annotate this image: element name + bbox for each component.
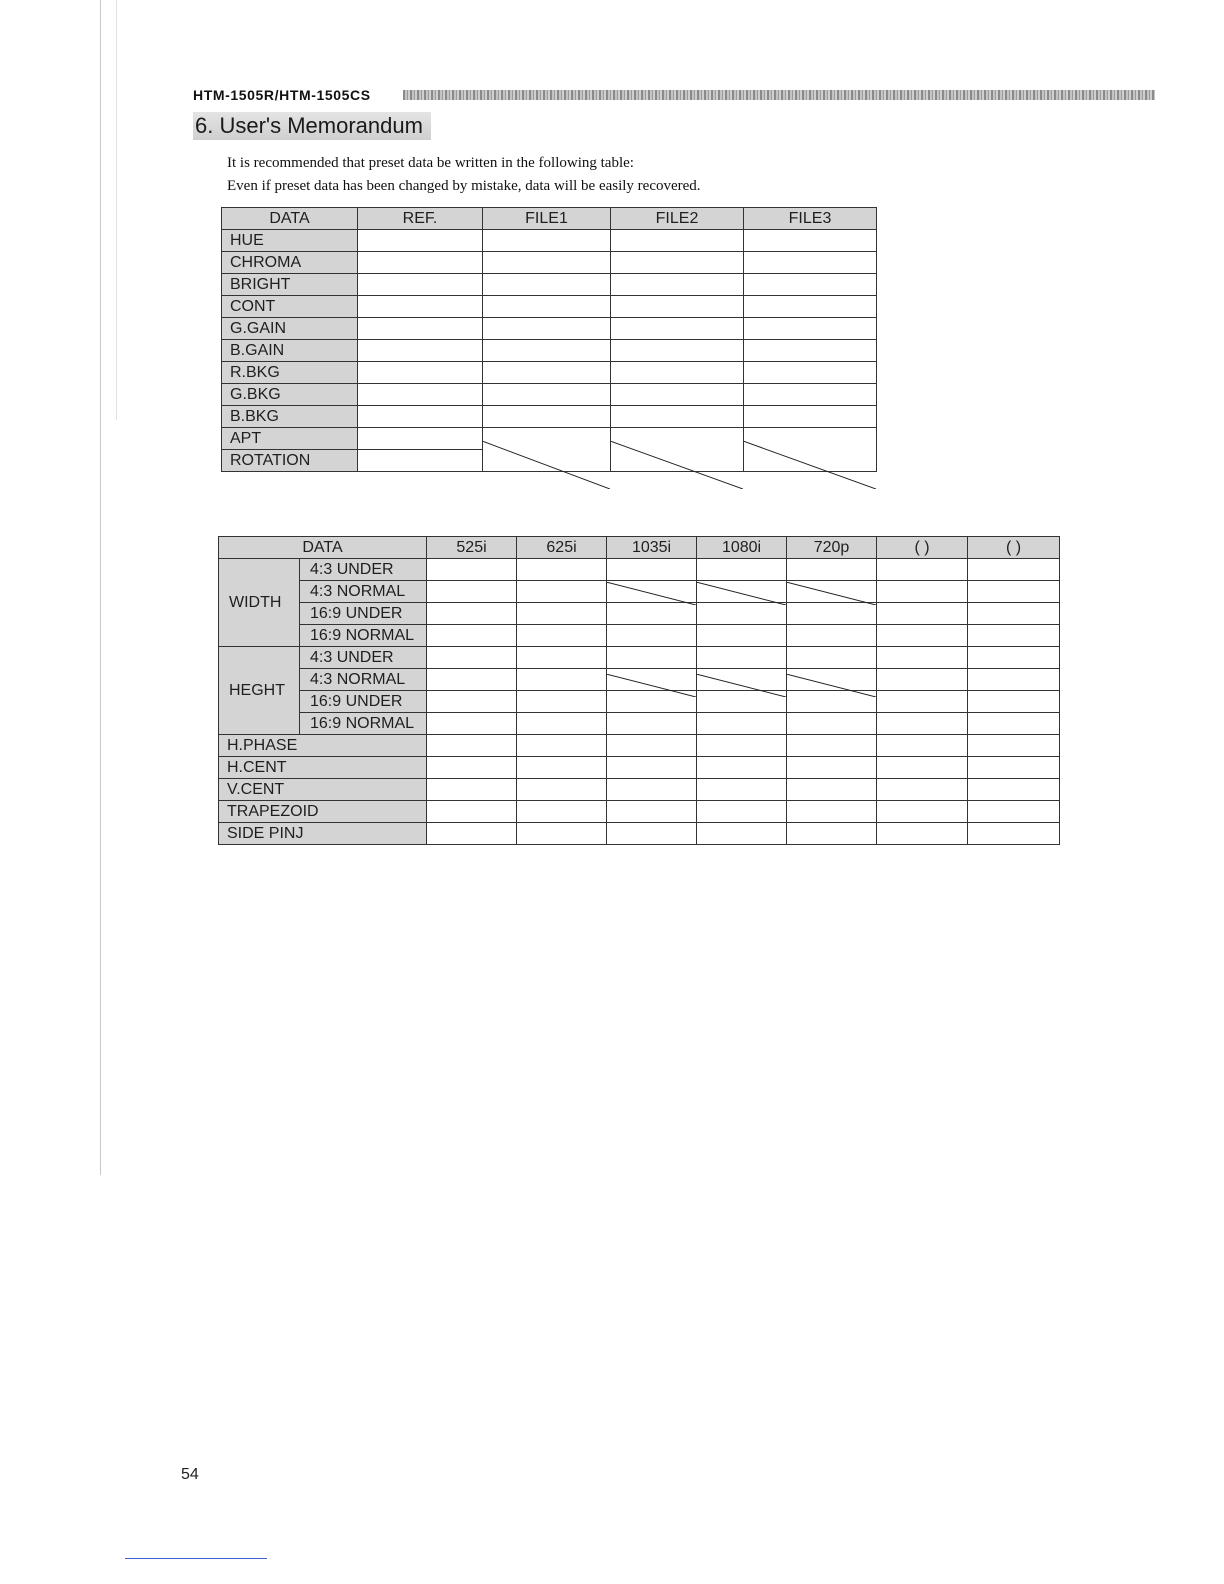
table-row (219, 669, 1060, 691)
entry-cell[interactable] (744, 252, 877, 274)
entry-cell[interactable] (517, 647, 607, 669)
entry-cell[interactable] (517, 603, 607, 625)
row-label-v-cent: V.CENT (219, 779, 427, 801)
table1-header-data: DATA (222, 208, 358, 230)
entry-cell[interactable] (607, 757, 697, 779)
entry-cell[interactable] (787, 779, 877, 801)
entry-cell[interactable] (787, 691, 877, 713)
table-row (219, 713, 1060, 735)
entry-cell[interactable] (427, 779, 517, 801)
header-rule (403, 90, 1155, 100)
entry-cell[interactable] (787, 559, 877, 581)
table-row (219, 625, 1060, 647)
entry-cell[interactable] (427, 691, 517, 713)
entry-cell[interactable] (611, 384, 744, 406)
table-row (222, 362, 877, 384)
entry-cell[interactable] (697, 801, 787, 823)
entry-cell[interactable] (968, 581, 1060, 603)
entry-cell[interactable] (611, 274, 744, 296)
binding-edge-line (100, 0, 101, 1175)
entry-cell[interactable] (968, 603, 1060, 625)
entry-cell[interactable] (744, 384, 877, 406)
table1-header-row (222, 208, 877, 230)
entry-cell[interactable] (607, 801, 697, 823)
entry-cell[interactable] (611, 318, 744, 340)
entry-cell[interactable] (607, 647, 697, 669)
entry-cell[interactable] (877, 581, 968, 603)
entry-cell[interactable] (483, 252, 611, 274)
row-label-chroma: CHROMA (222, 252, 358, 274)
entry-cell[interactable] (968, 647, 1060, 669)
entry-cell[interactable] (968, 779, 1060, 801)
row-label-apt: APT (222, 428, 358, 450)
entry-cell[interactable] (517, 757, 607, 779)
table2-header-525i: 525i (427, 537, 517, 559)
entry-cell[interactable] (744, 340, 877, 362)
running-header (193, 87, 1155, 104)
crossed-out-cell (697, 581, 787, 603)
entry-cell[interactable] (744, 318, 877, 340)
entry-cell[interactable] (744, 362, 877, 384)
table2-header-1080i: 1080i (697, 537, 787, 559)
table2-header-custom-1: ( ) (877, 537, 968, 559)
entry-cell[interactable] (358, 252, 483, 274)
entry-cell[interactable] (787, 603, 877, 625)
intro-line-2: Even if preset data has been changed by mistake, data will be easily recovered. (227, 178, 701, 194)
sub-label: 16:9 NORMAL (300, 625, 427, 647)
table-row (219, 559, 1060, 581)
entry-cell[interactable] (607, 625, 697, 647)
group-label-width: WIDTH (219, 559, 300, 647)
entry-cell[interactable] (968, 625, 1060, 647)
entry-cell[interactable] (358, 406, 483, 428)
entry-cell[interactable] (483, 296, 611, 318)
entry-cell[interactable] (517, 691, 607, 713)
entry-cell[interactable] (358, 230, 483, 252)
table-row (219, 735, 1060, 757)
entry-cell[interactable] (611, 230, 744, 252)
entry-cell[interactable] (877, 823, 968, 845)
entry-cell[interactable] (607, 823, 697, 845)
entry-cell[interactable] (517, 713, 607, 735)
row-label-b-gain: B.GAIN (222, 340, 358, 362)
entry-cell[interactable] (358, 362, 483, 384)
entry-cell[interactable] (517, 735, 607, 757)
intro-text (227, 152, 701, 198)
entry-cell[interactable] (787, 735, 877, 757)
row-label-r-bkg: R.BKG (222, 362, 358, 384)
entry-cell[interactable] (517, 823, 607, 845)
entry-cell[interactable] (607, 735, 697, 757)
entry-cell[interactable] (877, 625, 968, 647)
entry-cell[interactable] (607, 779, 697, 801)
entry-cell[interactable] (697, 559, 787, 581)
table2-header-data: DATA (219, 537, 427, 559)
entry-cell[interactable] (607, 691, 697, 713)
entry-cell[interactable] (968, 691, 1060, 713)
row-label-h-phase: H.PHASE (219, 735, 427, 757)
row-label-b-bkg: B.BKG (222, 406, 358, 428)
sub-label: 4:3 UNDER (300, 647, 427, 669)
crossed-out-cell (697, 669, 787, 691)
entry-cell[interactable] (517, 669, 607, 691)
table-row (219, 647, 1060, 669)
table-row (222, 428, 877, 450)
entry-cell[interactable] (607, 559, 697, 581)
entry-cell[interactable] (787, 801, 877, 823)
table-row (219, 603, 1060, 625)
entry-cell[interactable] (517, 559, 607, 581)
geometry-data-table (218, 536, 1060, 845)
entry-cell[interactable] (427, 757, 517, 779)
table-row (219, 581, 1060, 603)
entry-cell[interactable] (427, 559, 517, 581)
entry-cell[interactable] (968, 735, 1060, 757)
entry-cell[interactable] (358, 450, 483, 472)
table1-header-file1: FILE1 (483, 208, 611, 230)
entry-cell[interactable] (427, 823, 517, 845)
row-label-h-cent: H.CENT (219, 757, 427, 779)
entry-cell[interactable] (517, 801, 607, 823)
entry-cell[interactable] (787, 757, 877, 779)
sub-label: 16:9 UNDER (300, 691, 427, 713)
table-row (219, 779, 1060, 801)
crossed-out-cell (611, 428, 744, 472)
entry-cell[interactable] (697, 603, 787, 625)
entry-cell[interactable] (877, 559, 968, 581)
row-label-hue: HUE (222, 230, 358, 252)
entry-cell[interactable] (968, 713, 1060, 735)
table2-header-625i: 625i (517, 537, 607, 559)
entry-cell[interactable] (358, 274, 483, 296)
table-row (219, 757, 1060, 779)
entry-cell[interactable] (968, 801, 1060, 823)
row-label-cont: CONT (222, 296, 358, 318)
row-label-rotation: ROTATION (222, 450, 358, 472)
table-row (222, 296, 877, 318)
entry-cell[interactable] (877, 603, 968, 625)
entry-cell[interactable] (968, 823, 1060, 845)
entry-cell[interactable] (787, 713, 877, 735)
crossed-out-cell (787, 669, 877, 691)
entry-cell[interactable] (483, 230, 611, 252)
entry-cell[interactable] (697, 779, 787, 801)
intro-line-1: It is recommended that preset data be written in the following table: (227, 155, 634, 171)
entry-cell[interactable] (517, 625, 607, 647)
entry-cell[interactable] (744, 406, 877, 428)
entry-cell[interactable] (877, 691, 968, 713)
entry-cell[interactable] (483, 274, 611, 296)
entry-cell[interactable] (697, 625, 787, 647)
entry-cell[interactable] (611, 340, 744, 362)
footer-rule (125, 1558, 267, 1559)
table-row (222, 230, 877, 252)
table2-header-720p: 720p (787, 537, 877, 559)
table1-header-file2: FILE2 (611, 208, 744, 230)
entry-cell[interactable] (517, 779, 607, 801)
sub-label: 4:3 NORMAL (300, 581, 427, 603)
crossed-out-cell (483, 428, 611, 472)
entry-cell[interactable] (787, 647, 877, 669)
entry-cell[interactable] (483, 384, 611, 406)
crossed-out-cell (787, 581, 877, 603)
entry-cell[interactable] (483, 340, 611, 362)
entry-cell[interactable] (787, 823, 877, 845)
row-label-bright: BRIGHT (222, 274, 358, 296)
entry-cell[interactable] (877, 713, 968, 735)
entry-cell[interactable] (744, 230, 877, 252)
entry-cell[interactable] (483, 318, 611, 340)
entry-cell[interactable] (877, 735, 968, 757)
entry-cell[interactable] (697, 691, 787, 713)
entry-cell[interactable] (877, 757, 968, 779)
entry-cell[interactable] (607, 713, 697, 735)
entry-cell[interactable] (611, 296, 744, 318)
entry-cell[interactable] (697, 757, 787, 779)
table-row (222, 318, 877, 340)
entry-cell[interactable] (877, 801, 968, 823)
table-row (222, 252, 877, 274)
table-row (219, 801, 1060, 823)
entry-cell[interactable] (968, 757, 1060, 779)
entry-cell[interactable] (358, 296, 483, 318)
table-row (219, 823, 1060, 845)
entry-cell[interactable] (968, 559, 1060, 581)
entry-cell[interactable] (877, 779, 968, 801)
entry-cell[interactable] (427, 603, 517, 625)
model-name: HTM-1505R/HTM-1505CS (193, 87, 381, 104)
table-row (222, 340, 877, 362)
table-row (222, 406, 877, 428)
entry-cell[interactable] (517, 581, 607, 603)
entry-cell[interactable] (358, 384, 483, 406)
entry-cell[interactable] (358, 340, 483, 362)
row-label-trapezoid: TRAPEZOID (219, 801, 427, 823)
entry-cell[interactable] (787, 625, 877, 647)
entry-cell[interactable] (427, 713, 517, 735)
sub-label: 16:9 UNDER (300, 603, 427, 625)
row-label-g-gain: G.GAIN (222, 318, 358, 340)
entry-cell[interactable] (427, 625, 517, 647)
entry-cell[interactable] (697, 647, 787, 669)
sub-label: 4:3 NORMAL (300, 669, 427, 691)
entry-cell[interactable] (427, 669, 517, 691)
entry-cell[interactable] (611, 252, 744, 274)
entry-cell[interactable] (427, 647, 517, 669)
entry-cell[interactable] (744, 274, 877, 296)
preset-data-table (221, 207, 877, 472)
binding-edge-line-secondary (116, 0, 117, 420)
entry-cell[interactable] (697, 735, 787, 757)
entry-cell[interactable] (611, 362, 744, 384)
table2-header-row (219, 537, 1060, 559)
entry-cell[interactable] (877, 647, 968, 669)
table1-header-ref: REF. (358, 208, 483, 230)
sub-label: 4:3 UNDER (300, 559, 427, 581)
entry-cell[interactable] (697, 713, 787, 735)
table1-header-file3: FILE3 (744, 208, 877, 230)
section-title: 6. User's Memorandum (193, 112, 431, 140)
table-row (219, 691, 1060, 713)
crossed-out-cell (744, 428, 877, 472)
group-label-height: HEGHT (219, 647, 300, 735)
entry-cell[interactable] (611, 406, 744, 428)
entry-cell[interactable] (427, 735, 517, 757)
sub-label: 16:9 NORMAL (300, 713, 427, 735)
table2-header-1035i: 1035i (607, 537, 697, 559)
table2-header-custom-2: ( ) (968, 537, 1060, 559)
crossed-out-cell (607, 581, 697, 603)
entry-cell[interactable] (427, 581, 517, 603)
crossed-out-cell (607, 669, 697, 691)
entry-cell[interactable] (607, 603, 697, 625)
entry-cell[interactable] (358, 318, 483, 340)
entry-cell[interactable] (877, 669, 968, 691)
row-label-g-bkg: G.BKG (222, 384, 358, 406)
entry-cell[interactable] (697, 823, 787, 845)
entry-cell[interactable] (483, 362, 611, 384)
entry-cell[interactable] (427, 801, 517, 823)
page-number: 54 (181, 1466, 199, 1483)
entry-cell[interactable] (968, 669, 1060, 691)
entry-cell[interactable] (744, 296, 877, 318)
table-row (222, 384, 877, 406)
entry-cell[interactable] (483, 406, 611, 428)
entry-cell[interactable] (358, 428, 483, 450)
table-row (222, 274, 877, 296)
row-label-side-pinj: SIDE PINJ (219, 823, 427, 845)
